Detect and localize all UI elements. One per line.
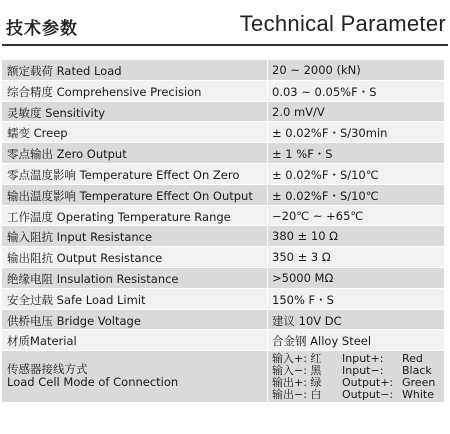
column-divider bbox=[267, 122, 268, 142]
column-divider bbox=[267, 81, 268, 101]
param-label: 额定载荷 Rated Load bbox=[7, 64, 122, 78]
column-divider bbox=[267, 206, 268, 226]
param-label: 综合精度 Comprehensive Precision bbox=[7, 84, 202, 99]
column-divider bbox=[267, 60, 268, 80]
param-value: ± 0.02%F・S/10℃ bbox=[272, 167, 379, 182]
connection-label bbox=[7, 363, 178, 389]
param-label: 蠕变 Creep bbox=[7, 126, 68, 141]
table-row bbox=[2, 102, 444, 123]
table-row bbox=[2, 289, 444, 310]
param-value: 150% F・S bbox=[272, 292, 334, 307]
param-value: 20 ~ 2000 (kN) bbox=[272, 63, 361, 77]
wire-cn: 输入+: 红 bbox=[272, 352, 322, 366]
wire-cn: 输出+: 绿 bbox=[272, 376, 322, 390]
table-row bbox=[2, 122, 444, 143]
param-label: 绝缘电阻 Insulation Resistance bbox=[7, 271, 179, 286]
param-value: ± 1 %F・S bbox=[272, 147, 333, 162]
connection-row bbox=[2, 351, 444, 403]
header bbox=[0, 0, 450, 48]
wire-color: Black bbox=[402, 364, 432, 378]
parameter-table bbox=[2, 60, 444, 403]
wire-cn: 输入−: 黑 bbox=[272, 364, 322, 378]
header-divider bbox=[2, 44, 448, 46]
column-divider bbox=[267, 185, 268, 205]
table-row bbox=[2, 310, 444, 331]
column-divider bbox=[267, 330, 268, 350]
param-label: 输入阻抗 Input Resistance bbox=[7, 230, 153, 245]
wire-color: Red bbox=[402, 352, 423, 366]
column-divider bbox=[267, 289, 268, 309]
table-row bbox=[2, 247, 444, 268]
param-label: 工作温度 Operating Temperature Range bbox=[7, 209, 231, 224]
param-value: 0.03 ~ 0.05%F・S bbox=[272, 84, 377, 99]
param-label: 零点输出 Zero Output bbox=[7, 147, 127, 162]
table-row bbox=[2, 185, 444, 206]
column-divider bbox=[267, 310, 268, 330]
param-value: 合金钢 Alloy Steel bbox=[272, 334, 372, 349]
table-row bbox=[2, 268, 444, 289]
param-value: >5000 MΩ bbox=[272, 270, 334, 285]
wire-row bbox=[272, 389, 442, 401]
param-label: 安全过载 Safe Load Limit bbox=[7, 292, 146, 307]
param-label: 灵敏度 Sensitivity bbox=[7, 105, 106, 120]
param-label: 供桥电压 Bridge Voltage bbox=[7, 313, 141, 328]
table-row bbox=[2, 143, 444, 164]
param-value: 建议 10V DC bbox=[272, 313, 342, 328]
column-divider bbox=[267, 102, 268, 122]
param-label: 零点温度影响 Temperature Effect On Zero bbox=[7, 167, 240, 182]
param-label: 输出阻抗 Output Resistance bbox=[7, 251, 163, 266]
table-row bbox=[2, 60, 444, 81]
param-label: 材质Material bbox=[7, 334, 77, 349]
param-value: 350 ± 3 Ω bbox=[272, 250, 331, 265]
connection-label-en: Load Cell Mode of Connection bbox=[7, 375, 179, 390]
column-divider bbox=[267, 226, 268, 246]
table-row bbox=[2, 330, 444, 351]
table-row bbox=[2, 226, 444, 247]
column-divider bbox=[267, 164, 268, 184]
wire-en: Input+: bbox=[342, 352, 384, 366]
table-row bbox=[2, 164, 444, 185]
param-label: 输出温度影响 Temperature Effect On Output bbox=[7, 188, 253, 203]
param-value: ± 0.02%F・S/10℃ bbox=[272, 188, 379, 203]
column-divider bbox=[267, 143, 268, 163]
wire-color: White bbox=[402, 388, 434, 402]
wire-en: Output−: bbox=[342, 388, 394, 402]
table-row bbox=[2, 206, 444, 227]
wire-en: Output+: bbox=[342, 376, 394, 390]
wire-cn: 输出−: 白 bbox=[272, 388, 322, 402]
param-value: −20℃ ~ +65℃ bbox=[272, 208, 364, 223]
param-value: ± 0.02%F・S/30min bbox=[272, 126, 388, 141]
column-divider bbox=[267, 351, 268, 402]
column-divider bbox=[267, 268, 268, 288]
wire-en: Input−: bbox=[342, 364, 384, 378]
column-divider bbox=[267, 247, 268, 267]
wiring-list bbox=[272, 353, 442, 401]
param-value: 2.0 mV/V bbox=[272, 104, 325, 119]
param-value: 380 ± 10 Ω bbox=[272, 229, 338, 244]
connection-label-cn: 传感器接线方式 bbox=[7, 362, 88, 377]
title-chinese: 技术参数 bbox=[6, 19, 78, 39]
wire-color: Green bbox=[402, 376, 436, 390]
title-english: Technical Parameter bbox=[239, 11, 446, 36]
table-row bbox=[2, 81, 444, 102]
